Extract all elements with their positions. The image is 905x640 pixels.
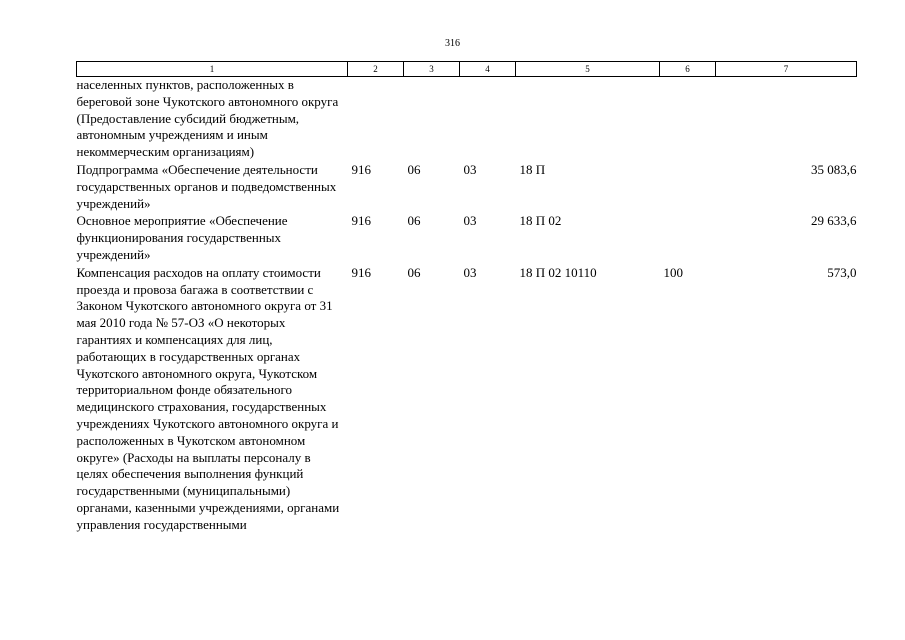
table-row <box>77 213 857 264</box>
table-row <box>77 265 857 535</box>
header-col-5: 5 <box>516 62 660 77</box>
row-col-4: 03 <box>463 161 477 177</box>
row-name: Подпрограмма «Обеспечение деятельности государственных органов и подведомственных учреждений» <box>76 161 337 211</box>
row-col-3: 06 <box>407 213 421 229</box>
page-number: 316 <box>445 38 460 49</box>
header-col-7: 7 <box>716 62 857 77</box>
column-number-header <box>77 62 857 77</box>
row-col-6: 100 <box>663 264 683 280</box>
header-col-3: 3 <box>404 62 460 77</box>
budget-table <box>76 61 857 535</box>
header-col-1: 1 <box>77 62 348 77</box>
table-row <box>77 77 857 162</box>
row-col-4: 03 <box>463 264 477 280</box>
row-col-2: 916 <box>351 161 371 177</box>
row-col-2: 916 <box>351 264 371 280</box>
row-col-3 <box>404 77 460 162</box>
row-name: Компенсация расходов на оплату стоимости проезда и провоза багажа в соответствии с Законом Чукотского автономного округа от 31 мая 2010 года № 57-ОЗ «О некоторых гарантиях и компенсациях для лиц, работающих в государственных органах Чукотского автономного округа, Чукотском территориальном фонде обязательного медицинского страхования, государственных учреждениях Чукотского автономного округа и расположенных в Чукотском автономном округе» (Расходы на выплаты персоналу в целях обеспечения выполнения функций государственными (муниципальными) органами, казенными учреждениями, органами управления государственными <box>76 264 340 532</box>
row-col-5: 18 П 02 <box>519 213 562 229</box>
row-col-4: 03 <box>463 213 477 229</box>
header-col-6: 6 <box>660 62 716 77</box>
row-col-4 <box>460 77 516 162</box>
table-row <box>77 162 857 213</box>
row-amount: 35 083,6 <box>811 161 857 177</box>
row-col-6 <box>660 162 716 213</box>
row-col-2: 916 <box>351 213 371 229</box>
header-col-4: 4 <box>460 62 516 77</box>
row-name: Основное мероприятие «Обеспечение функционирования государственных учреждений» <box>76 213 288 262</box>
header-col-2: 2 <box>348 62 404 77</box>
row-col-6 <box>660 77 716 162</box>
row-col-5: 18 П <box>519 161 546 177</box>
row-col-3: 06 <box>407 161 421 177</box>
row-amount <box>716 77 857 162</box>
row-col-5: 18 П 02 10110 <box>519 264 597 280</box>
row-col-5 <box>516 77 660 162</box>
row-amount: 573,0 <box>827 264 857 280</box>
row-col-3: 06 <box>407 264 421 280</box>
row-name: населенных пунктов, расположенных в береговой зоне Чукотского автономного округа (Предоставление субсидий бюджетным, автономным учреждениям и иным некоммерческим организациям) <box>76 77 339 160</box>
row-col-6 <box>660 213 716 264</box>
row-amount: 29 633,6 <box>811 213 857 229</box>
row-col-2 <box>348 77 404 162</box>
